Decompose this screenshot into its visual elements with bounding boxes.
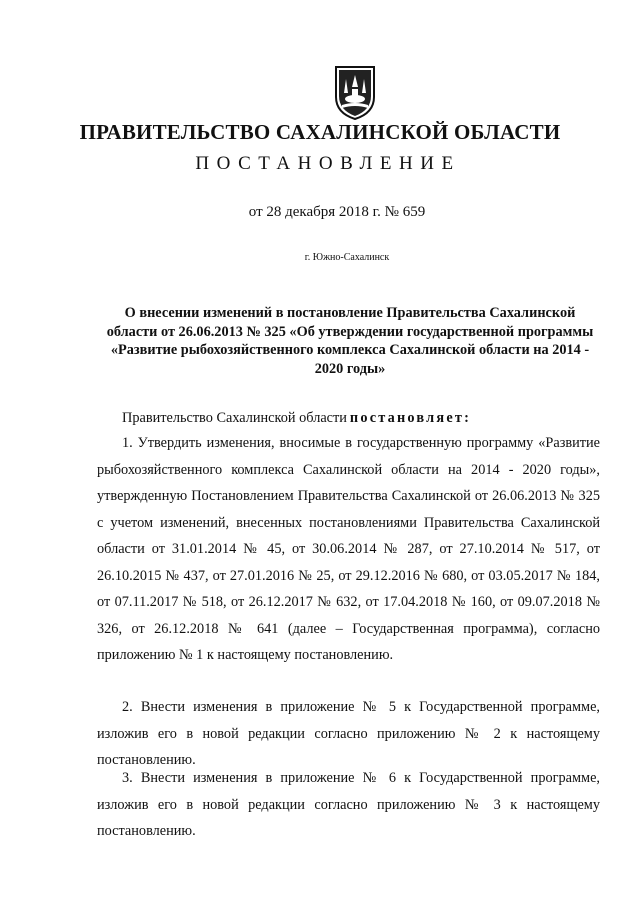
- coat-of-arms-icon: [333, 63, 377, 121]
- document-place: г. Южно-Сахалинск: [304, 252, 390, 263]
- preamble-text: Правительство Сахалинской области: [122, 410, 347, 426]
- document-date-number: от 28 декабря 2018 г. № 659: [248, 204, 426, 220]
- preamble: [122, 410, 471, 427]
- preamble-verb: постановляет:: [349, 410, 472, 426]
- document-type: ПОСТАНОВЛЕНИЕ: [195, 153, 461, 174]
- paragraph-2: 2. Внести изменения в приложение № 5 к Государственной программе, изложив его в новой редакции согласно приложению № 2 к настоящему постановлению.: [97, 699, 600, 768]
- document-subject: О внесении изменений в постановление Правительства Сахалинской области от 26.06.2013 № 325 «Об утверждении государственной программы «Развитие рыбохозяйственного комплекса Сахалинской области на 2014 - 2020 годы»: [106, 305, 594, 377]
- paragraph-1: 1. Утвердить изменения, вносимые в государственную программу «Развитие рыбохозяйственного комплекса Сахалинской области на 2014 - 2020 годы», утвержденную Постановлением Правительства Сахалинской от 26.06.2013 № 325 с учетом изменений, внесенных постановлениями Правительства Сахалинской области от 31.01.2014 № 45, от 30.06.2014 № 287, от 27.10.2014 № 517, от 26.10.2015 № 437, от 27.01.2016 № 25, от 29.12.2016 № 680, от 03.05.2017 № 184, от 07.11.2017 № 518, от 26.12.2017 № 632, от 17.04.2018 № 160, от 09.07.2018 № 326, от 26.12.2018 № 641 (далее – Государственная программа), согласно приложению № 1 к настоящему постановлению.: [97, 435, 600, 663]
- paragraph-3: 3. Внести изменения в приложение № 6 к Государственной программе, изложив его в новой редакции согласно приложению № 3 к настоящему постановлению.: [97, 770, 600, 839]
- government-title: ПРАВИТЕЛЬСТВО САХАЛИНСКОЙ ОБЛАСТИ: [79, 120, 561, 144]
